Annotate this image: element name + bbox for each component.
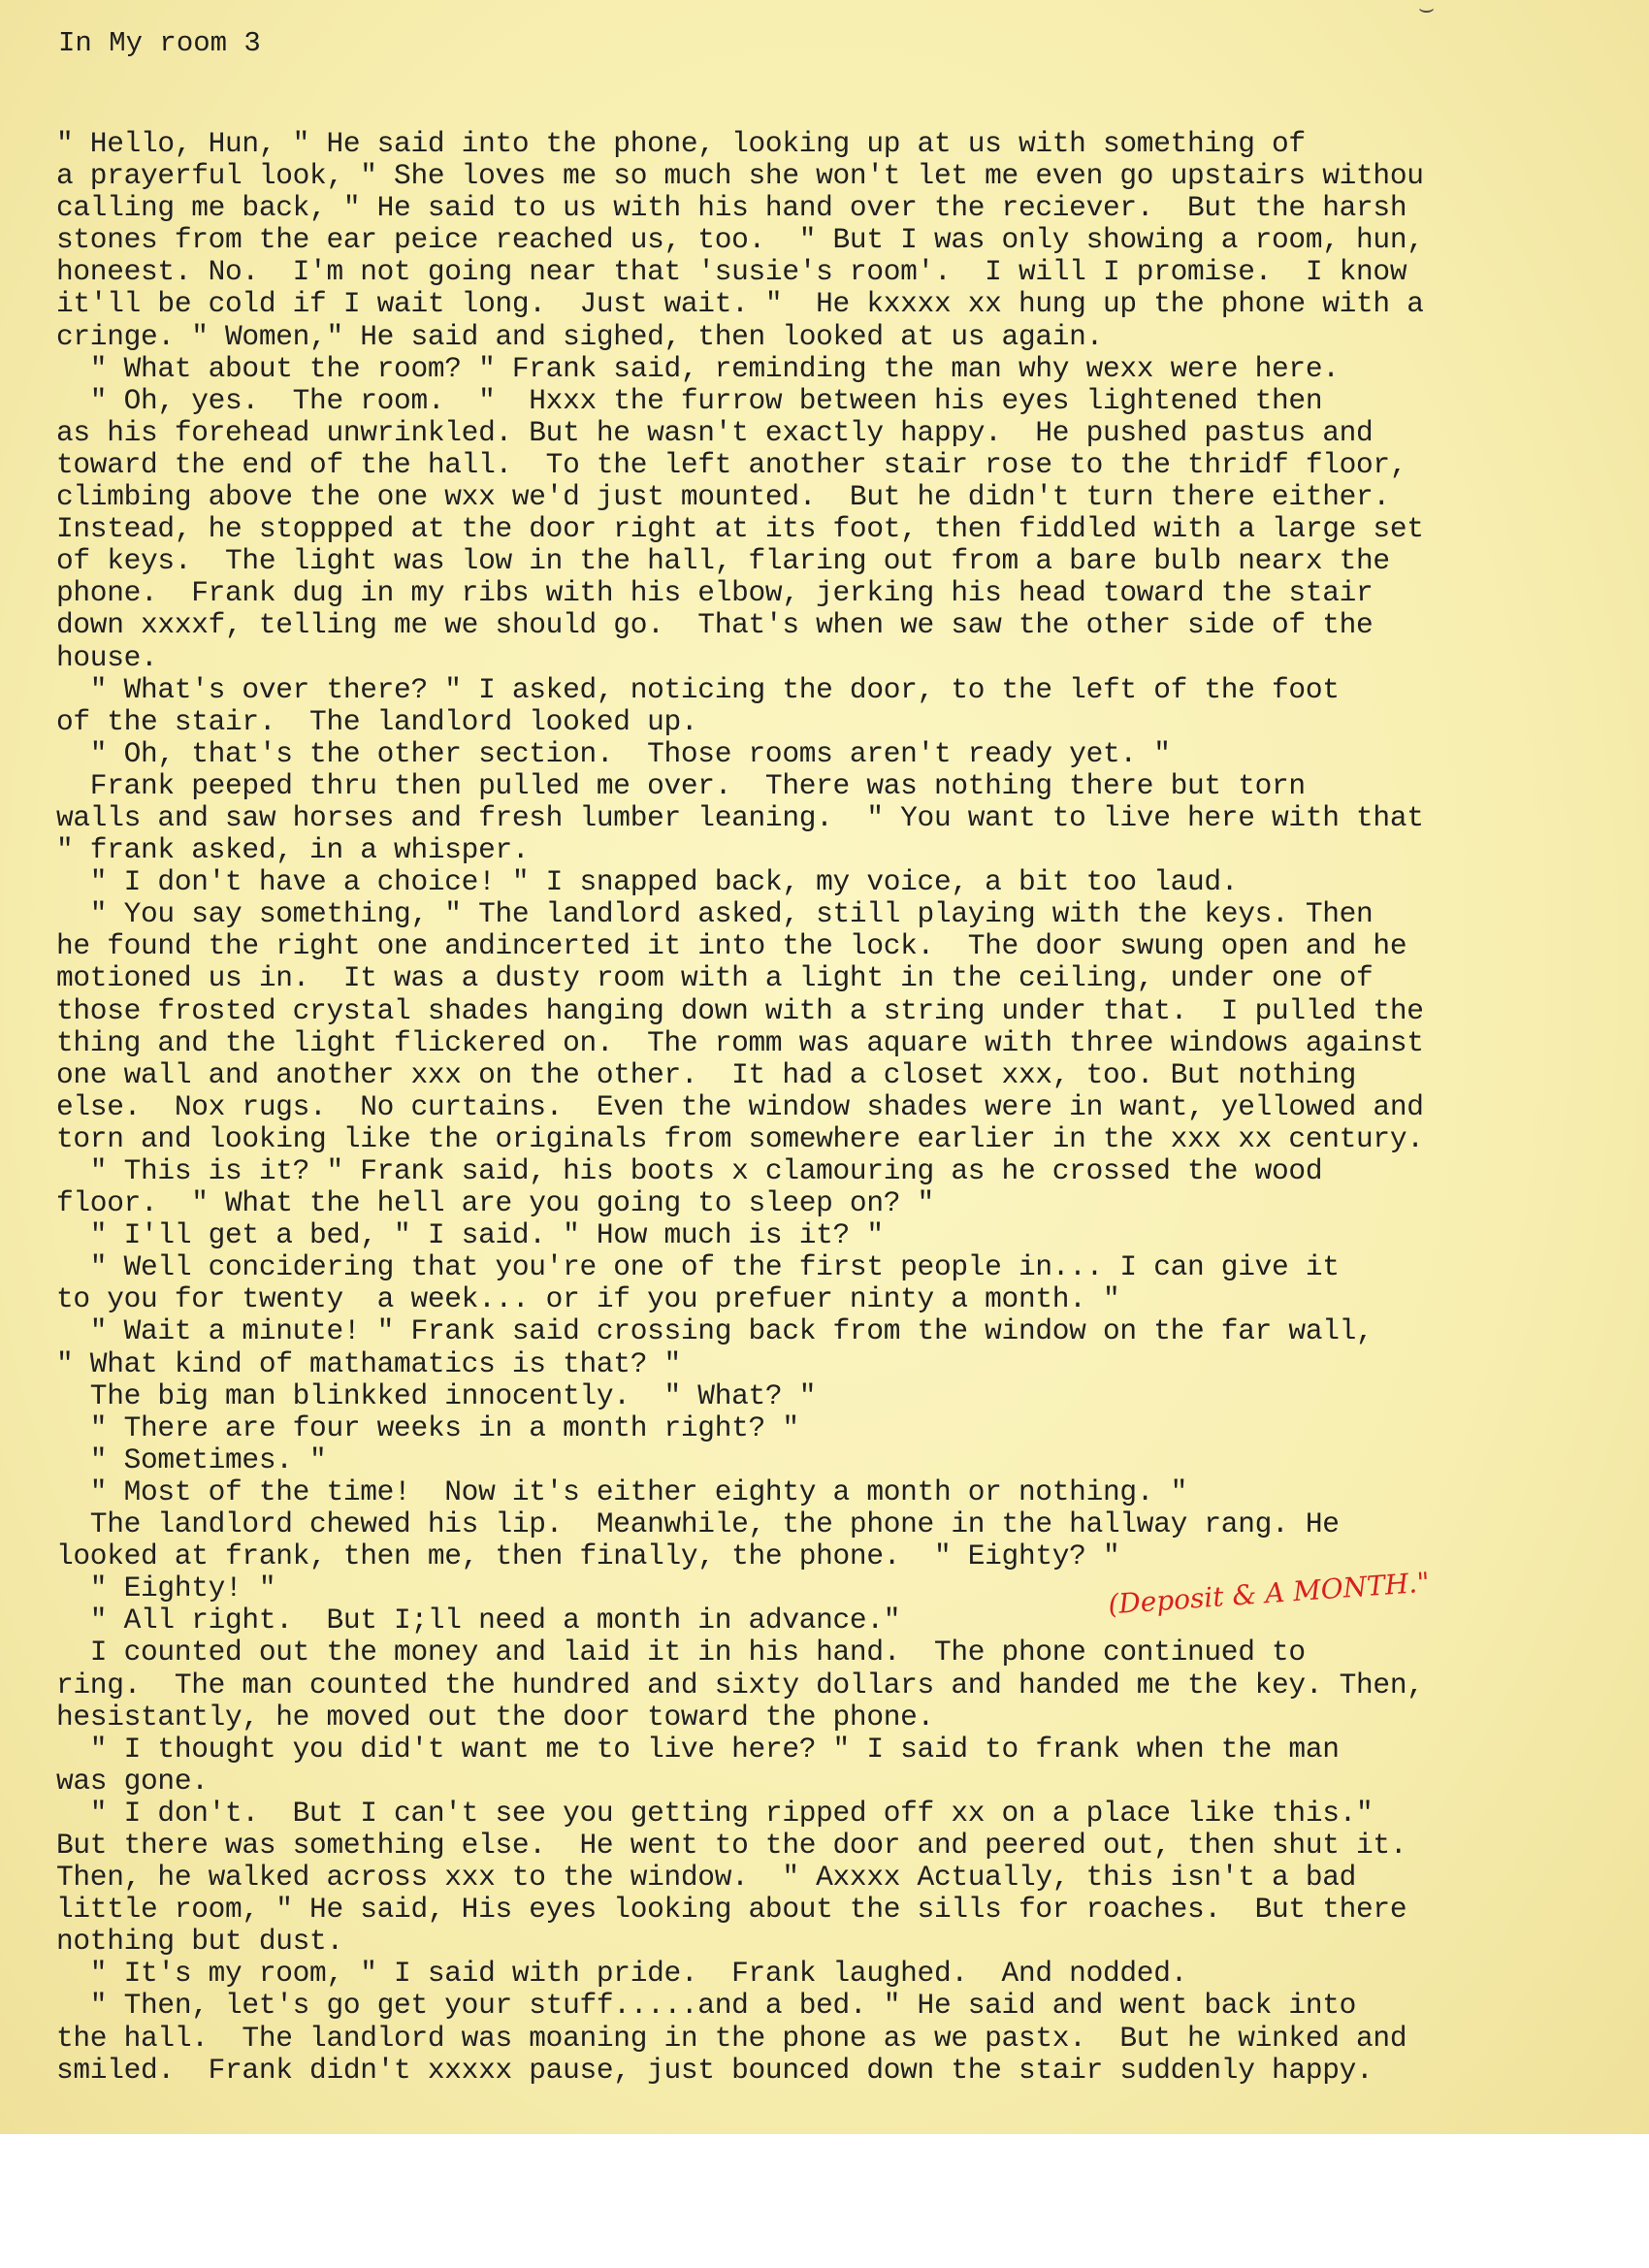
text-line: The landlord chewed his lip. Meanwhile, the phone in the hallway rang. He xyxy=(56,1507,1340,1541)
text-line: of the stair. The landlord looked up. xyxy=(56,704,698,738)
text-line: climbing above the one wxx we'd just mounted. But he didn't turn there either. xyxy=(56,480,1390,514)
text-line: " This is it? " Frank said, his boots x clamouring as he crossed the wood xyxy=(56,1154,1323,1187)
text-line: ring. The man counted the hundred and sixty dollars and handed me the key. Then, xyxy=(56,1668,1424,1701)
text-line: " I don't have a choice! " I snapped back, my voice, a bit too laud. xyxy=(56,865,1239,899)
text-line: was gone. xyxy=(56,1764,209,1798)
text-line: " I'll get a bed, " I said. " How much is it? " xyxy=(56,1218,884,1252)
text-line: " What about the room? " Frank said, reminding the man why wexx were here. xyxy=(56,351,1340,385)
text-line: " It's my room, " I said with pride. Frank laughed. And nodded. xyxy=(56,1957,1187,1991)
text-line: walls and saw horses and fresh lumber leaning. " You want to live here with that xyxy=(56,800,1424,834)
text-line: little room, " He said, His eyes looking about the sills for roaches. But there xyxy=(56,1893,1407,1927)
text-line: one wall and another xxx on the other. It had a closet xxx, too. But nothing xyxy=(56,1057,1357,1091)
text-line: But there was something else. He went to the door and peered out, then shut it. xyxy=(56,1828,1407,1862)
text-line: " Oh, that's the other section. Those rooms aren't ready yet. " xyxy=(56,736,1171,770)
manuscript-body xyxy=(56,128,1637,2087)
text-line: motioned us in. It was a dusty room with a light in the ceiling, under one of xyxy=(56,961,1374,995)
text-line: of keys. The light was low in the hall, flaring out from a bare bulb nearx the xyxy=(56,544,1390,578)
text-line: " Sometimes. " xyxy=(56,1442,327,1476)
text-line: The big man blinkked innocently. " What? " xyxy=(56,1378,817,1412)
corner-pen-mark: ⌣ xyxy=(1418,0,1436,23)
text-line: nothing but dust. xyxy=(56,1925,343,1959)
text-line: stones from the ear peice reached us, too. " But I was only showing a room, hun, xyxy=(56,223,1424,257)
text-line: to you for twenty a week... or if you prefuer ninty a month. " xyxy=(56,1282,1120,1316)
text-line: honeest. No. I'm not going near that 'susie's room'. I will I promise. I know xyxy=(56,255,1407,289)
text-line: as his forehead unwrinkled. But he wasn't exactly happy. He pushed pastus and xyxy=(56,415,1374,449)
text-line: " Hello, Hun, " He said into the phone, looking up at us with something of xyxy=(56,127,1306,160)
text-line: smiled. Frank didn't xxxxx pause, just bounced down the stair suddenly happy. xyxy=(56,2053,1374,2087)
text-line: " Most of the time! Now it's either eighty a month or nothing. " xyxy=(56,1474,1187,1508)
text-line: phone. Frank dug in my ribs with his elbow, jerking his head toward the stair xyxy=(56,576,1374,610)
page-header: In My room 3 xyxy=(58,27,261,59)
text-line: looked at frank, then me, then finally, the phone. " Eighty? " xyxy=(56,1539,1120,1573)
text-line: " Well concidering that you're one of the first people in... I can give it xyxy=(56,1250,1340,1284)
text-line: down xxxxf, telling me we should go. That's when we saw the other side of the xyxy=(56,608,1374,642)
text-line: " I don't. But I can't see you getting ripped off xx on a place like this." xyxy=(56,1796,1374,1830)
text-line: " Wait a minute! " Frank said crossing back from the window on the far wall, xyxy=(56,1314,1374,1348)
text-line: the hall. The landlord was moaning in the phone as we pastx. But he winked and xyxy=(56,2021,1407,2055)
text-line: house. xyxy=(56,640,158,674)
text-line: " I thought you did't want me to live here? " I said to frank when the man xyxy=(56,1732,1340,1766)
text-line: else. Nox rugs. No curtains. Even the window shades were in want, yellowed and xyxy=(56,1089,1424,1123)
text-line: " Oh, yes. The room. " Hxxx the furrow between his eyes lightened then xyxy=(56,383,1323,417)
text-line: Then, he walked across xxx to the window. " Axxxx Actually, this isn't a bad xyxy=(56,1861,1357,1895)
text-line: calling me back, " He said to us with his hand over the reciever. But the harsh xyxy=(56,191,1407,225)
text-line: Instead, he stoppped at the door right at its foot, then fiddled with a large set xyxy=(56,512,1424,546)
text-line: thing and the light flickered on. The romm was aquare with three windows against xyxy=(56,1025,1424,1059)
text-line: he found the right one andincerted it into the lock. The door swung open and he xyxy=(56,929,1407,963)
text-line: " There are four weeks in a month right? " xyxy=(56,1410,799,1444)
text-line: " All right. But I;ll need a month in advance." xyxy=(56,1604,901,1637)
text-line: torn and looking like the originals from somewhere earlier in the xxx xx century. xyxy=(56,1121,1424,1155)
text-line: " You say something, " The landlord asked, still playing with the keys. Then xyxy=(56,897,1374,931)
handwritten-annotation: (Deposit & A MONTH." xyxy=(1107,1566,1431,1621)
text-line: I counted out the money and laid it in his hand. The phone continued to xyxy=(56,1636,1306,1669)
text-line: " frank asked, in a whisper. xyxy=(56,833,530,867)
text-line: a prayerful look, " She loves me so much she won't let me even go upstairs withou xyxy=(56,159,1424,193)
text-line: those frosted crystal shades hanging down with a string under that. I pulled the xyxy=(56,993,1424,1027)
text-line: toward the end of the hall. To the left another stair rose to the thridf floor, xyxy=(56,447,1407,481)
text-line: it'll be cold if I wait long. Just wait. " He kxxxx xx hung up the phone with a xyxy=(56,287,1424,321)
text-line: cringe. " Women," He said and sighed, then looked at us again. xyxy=(56,319,1103,353)
text-line: Frank peeped thru then pulled me over. There was nothing there but torn xyxy=(56,768,1306,802)
text-line: " What's over there? " I asked, noticing the door, to the left of the foot xyxy=(56,672,1340,706)
text-line: " Eighty! " xyxy=(56,1571,276,1605)
text-line: " What kind of mathamatics is that? " xyxy=(56,1346,681,1380)
text-line: floor. " What the hell are you going to sleep on? " xyxy=(56,1186,934,1220)
text-line: hesistantly, he moved out the door toward the phone. xyxy=(56,1700,934,1733)
text-line: " Then, let's go get your stuff.....and a bed. " He said and went back into xyxy=(56,1989,1357,2023)
